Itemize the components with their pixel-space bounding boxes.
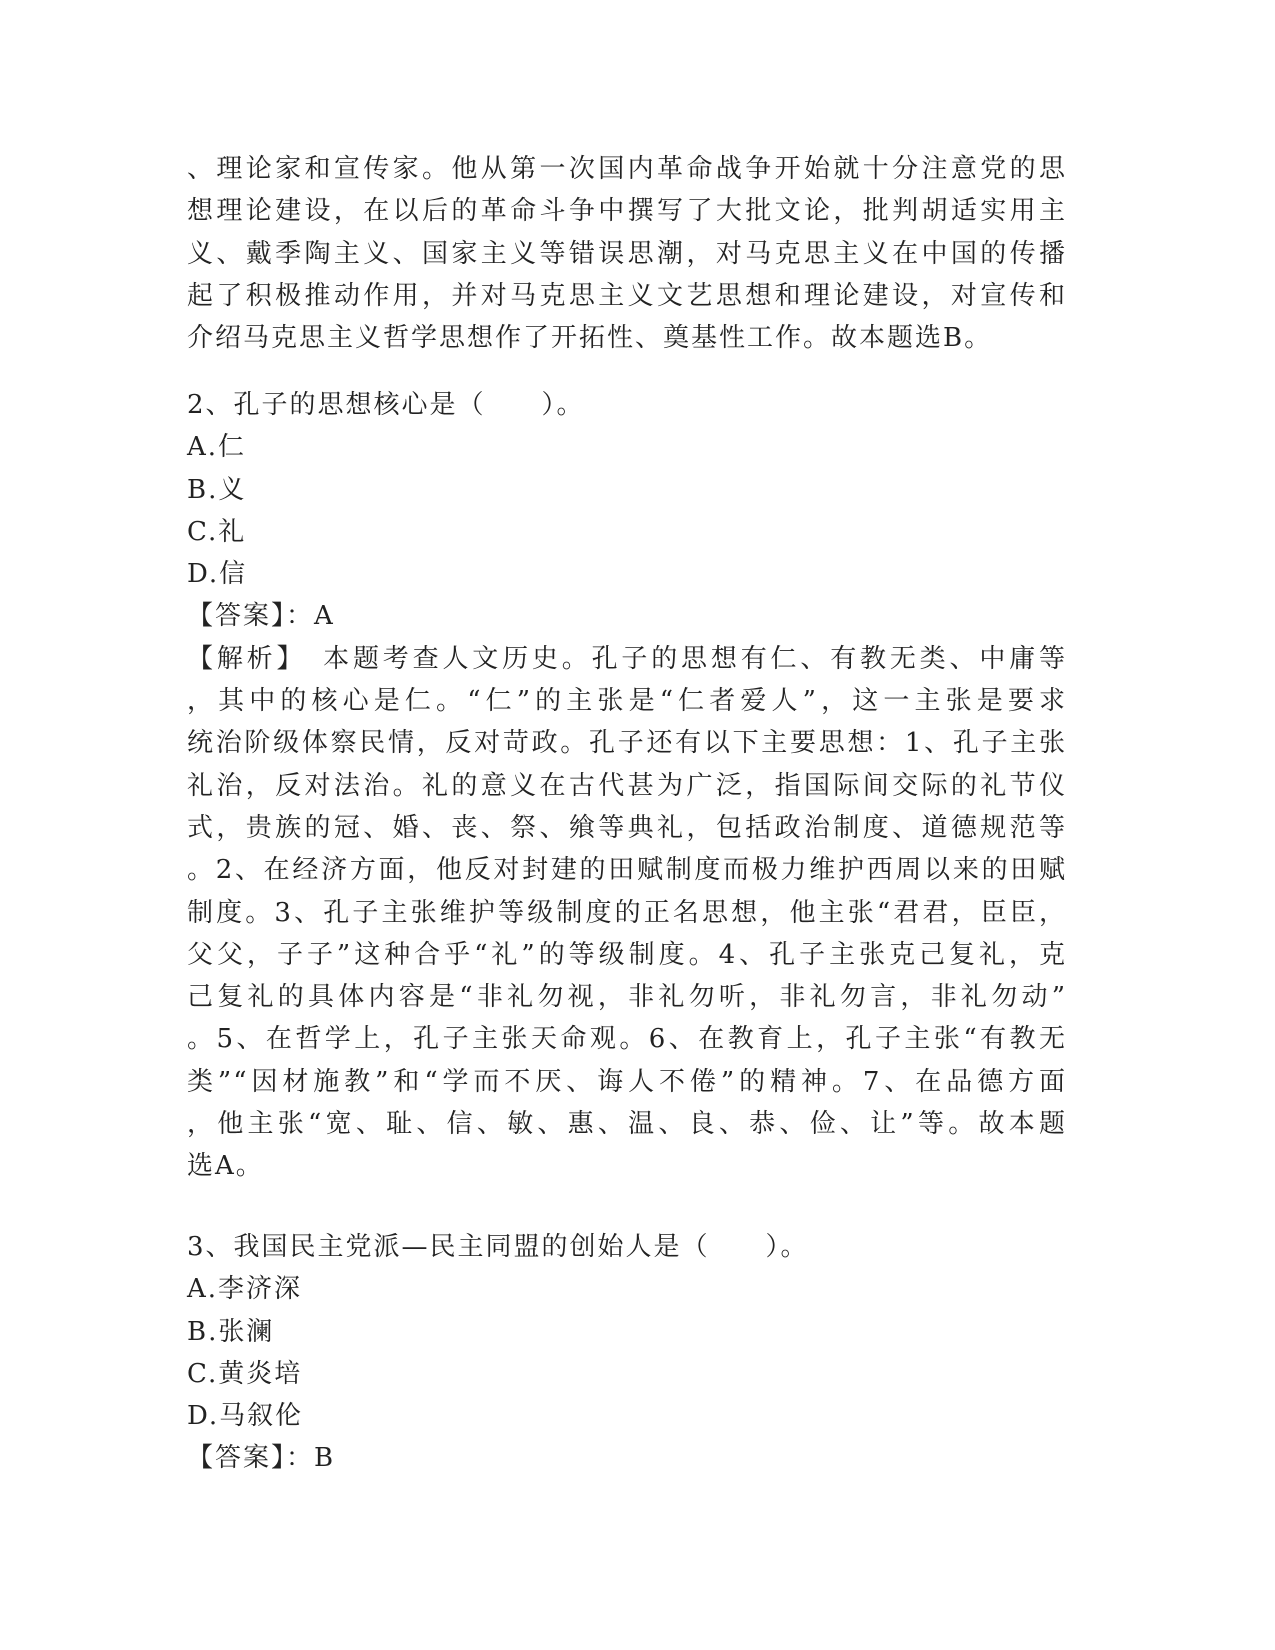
- explanation-line: 想理论建设，在以后的革命斗争中撰写了大批文论，批判胡适实用主: [187, 196, 1067, 227]
- answer-line: 【答案】：B: [187, 1443, 336, 1474]
- analysis-line: 己复礼的具体内容是“非礼勿视，非礼勿听，非礼勿言，非礼勿动”: [187, 982, 1067, 1013]
- explanation-line: 、理论家和宣传家。他从第一次国内革命战争开始就十分注意党的思: [187, 154, 1067, 184]
- analysis-line: 制度。3、孔子主张维护等级制度的正名思想，他主张“君君，臣臣，: [187, 897, 1067, 928]
- option-d: D.信: [187, 559, 248, 590]
- continued-explanation: [187, 148, 1067, 359]
- explanation-line: 义、戴季陶主义、国家主义等错误思潮，对马克思主义在中国的传播: [187, 238, 1067, 269]
- analysis-line: ，其中的核心是仁。“仁”的主张是“仁者爱人”，这一主张是要求: [187, 686, 1067, 717]
- option-b: B.张澜: [187, 1316, 275, 1347]
- answer-line: 【答案】：A: [187, 601, 335, 632]
- analysis-line: 式，贵族的冠、婚、丧、祭、飨等典礼，包括政治制度、道德规范等: [187, 812, 1067, 843]
- option-c: C.礼: [187, 516, 247, 547]
- analysis-line: 父父，子子”这种合乎“礼”的等级制度。4、孔子主张克己复礼，克: [187, 939, 1067, 970]
- question-2: [187, 384, 1067, 1188]
- analysis-line: 类”“因材施教”和“学而不厌、诲人不倦”的精神。7、在品德方面: [187, 1066, 1067, 1097]
- analysis-line: 礼治，反对法治。礼的意义在古代甚为广泛，指国际间交际的礼节仪: [187, 770, 1067, 801]
- analysis-line: 【解析】 本题考查人文历史。孔子的思想有仁、有教无类、中庸等: [187, 643, 1067, 674]
- question-stem: 2、孔子的思想核心是（ ）。: [187, 390, 585, 420]
- question-stem: 3、我国民主党派—民主同盟的创始人是（ ）。: [187, 1232, 809, 1262]
- analysis-line: 统治阶级体察民情，反对苛政。孔子还有以下主要思想：1、孔子主张: [187, 728, 1067, 759]
- option-d: D.马叙伦: [187, 1401, 304, 1432]
- option-c: C.黄炎培: [187, 1358, 303, 1389]
- analysis-line: 选A。: [187, 1151, 264, 1182]
- analysis-line: 。2、在经济方面，他反对封建的田赋制度而极力维护西周以来的田赋: [187, 855, 1067, 886]
- question-3: [187, 1226, 1067, 1480]
- option-b: B.义: [187, 474, 247, 505]
- option-a: A.仁: [187, 432, 247, 463]
- explanation-line: 介绍马克思主义哲学思想作了开拓性、奠基性工作。故本题选B。: [187, 323, 993, 354]
- option-a: A.李济深: [187, 1274, 303, 1305]
- explanation-line: 起了积极推动作用，并对马克思主义文艺思想和理论建设，对宣传和: [187, 280, 1067, 311]
- analysis-line: ，他主张“宽、耻、信、敏、惠、温、良、恭、俭、让”等。故本题: [187, 1109, 1067, 1140]
- analysis-line: 。5、在哲学上，孔子主张天命观。6、在教育上，孔子主张“有教无: [187, 1024, 1067, 1055]
